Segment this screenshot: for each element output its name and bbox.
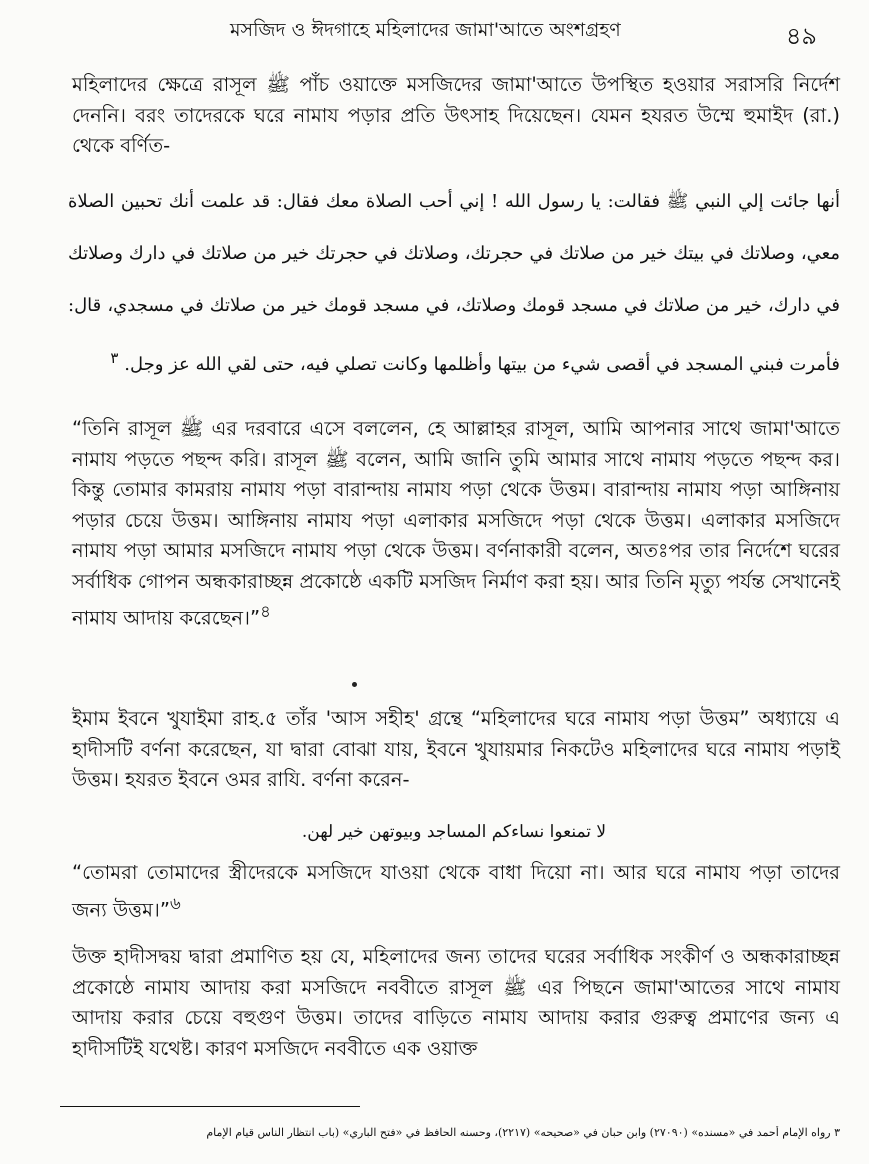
arabic-hadith-2: لا تمنعوا نساءكم المساجد وبيوتهن خير لهن. (301, 822, 607, 842)
footnote-ref-6: ৬ (169, 893, 181, 913)
running-header (0, 14, 869, 58)
print-speck (352, 682, 357, 687)
paragraph-4 (72, 858, 840, 926)
arabic-hadith-1 (68, 176, 840, 391)
chapter-title: মসজিদ ও ঈদগাহে মহিলাদের জামা'আতে অংশগ্রহণ (230, 19, 621, 41)
paragraph-4-text: “তোমরা তোমাদের স্ত্রীদেরকে মসজিদে যাওয়া থেকে বাধা দিয়ো না। আর ঘরে নামায পড়া তাদের জন্য উত্তম।” (72, 861, 840, 921)
footnote-ref-3: ٣ (110, 349, 119, 367)
paragraph-2 (72, 414, 840, 634)
footnote-divider (60, 1106, 360, 1107)
paragraph-5: উক্ত হাদীসদ্বয় দ্বারা প্রমাণিত হয় যে, মহিলাদের জন্য তাদের ঘরের সর্বাধিক সংকীর্ণ ও অন্ধকারাচ্ছন্ন প্রকোষ্ঠে নামায আদায় করা মসজিদে নববীতে রাসূল ﷺ এর পিছনে জামা'আতের সাথে নামায আদায় করার চেয়ে বহুগুণ উত্তম। তাদের বাড়িতে নামায আদায় করার গুরুত্ব প্রমাণের জন্য এ হাদীসটিই যথেষ্ট। কারণ মসজিদে নববীতে এক ওয়াক্ত (72, 945, 840, 1060)
paragraph-3: ইমাম ইবনে খুযাইমা রাহ.৫ তাঁর 'আস সহীহ' গ্রন্থে “মহিলাদের ঘরে নামায পড়া উত্তম” অধ্যায়ে এ হাদীসটি বর্ণনা করেছেন, যা দ্বারা বোঝা যায়, ইবনে খুযায়মার নিকটেও মহিলাদের ঘরে নামায পড়াই উত্তম। হযরত ইবনে ওমর রাযি. বর্ণনা করেন- (72, 707, 840, 791)
paragraph-2-text: “তিনি রাসূল ﷺ এর দরবারে এসে বললেন, হে আল্লাহর রাসূল, আমি আপনার সাথে জামা'আতে নামায পড়তে পছন্দ করি। রাসূল ﷺ বলেন, আমি জানি তুমি আমার সাথে নামায পড়তে পছন্দ কর। কিন্তু তোমার কামরায় নামায পড়া বারান্দায় নামায পড়া থেকে উত্তম। বারান্দায় নামায পড়া আঙ্গিনায় পড়ার চেয়ে উত্তম। আঙ্গিনায় নামায পড়া এলাকার মসজিদে পড়া থেকে উত্তম। এলাকার মসজিদে নামায পড়া আমার মসজিদে নামায পড়া থেকে উত্তম। বর্ণনাকারী বলেন, অতঃপর তার নির্দেশে ঘরের সর্বাধিক গোপন অন্ধকারাচ্ছন্ন প্রকোষ্ঠে একটি মসজিদ নির্মাণ করা হয়। আর তিনি মৃত্যু পর্যন্ত সেখানেই নামায আদায় করেছেন।” (72, 417, 840, 630)
footnote-3: ٣ رواه الإمام أحمد في «مسنده» (٢٧٠٩٠) وابن حبان في «صحيحه» (٢٢١٧)، وحسنه الحافظ في «فتح الباري» (باب انتظار الناس قيام الإمام (206, 1126, 840, 1139)
paragraph-1: মহিলাদের ক্ষেত্রে রাসূল ﷺ পাঁচ ওয়াক্তে মসজিদের জামা'আতে উপস্থিত হওয়ার সরাসরি নির্দেশ দেননি। বরং তাদেরকে ঘরে নামায পড়ার প্রতি উৎসাহ দিয়েছেন। যেমন হযরত উম্মে হুমাইদ (রা.) থেকে বর্ণিত- (72, 73, 840, 157)
arabic-hadith-1-text: أنها جائت إلي النبي ﷺ فقالت: يا رسول الله ! إني أحب الصلاة معك فقال: قد علمت أنك تحبين الصلاة معي، وصلاتك في بيتك خير من صلاتك في حجرتك، وصلاتك في حجرتك خير من صلاتك في دارك وصلاتك في دارك، خير من صلاتك في مسجد قومك وصلاتك، في مسجد قومك خير من صلاتك في مسجدي، قال: فأمرت فبني المسجد في أقصى شيء من بيتها وأظلمها وكانت تصلي فيه، حتى لقي الله عز وجل. (68, 191, 840, 375)
page-number: ৪৯ (785, 22, 817, 50)
footnote-ref-4: ৪ (260, 602, 271, 621)
